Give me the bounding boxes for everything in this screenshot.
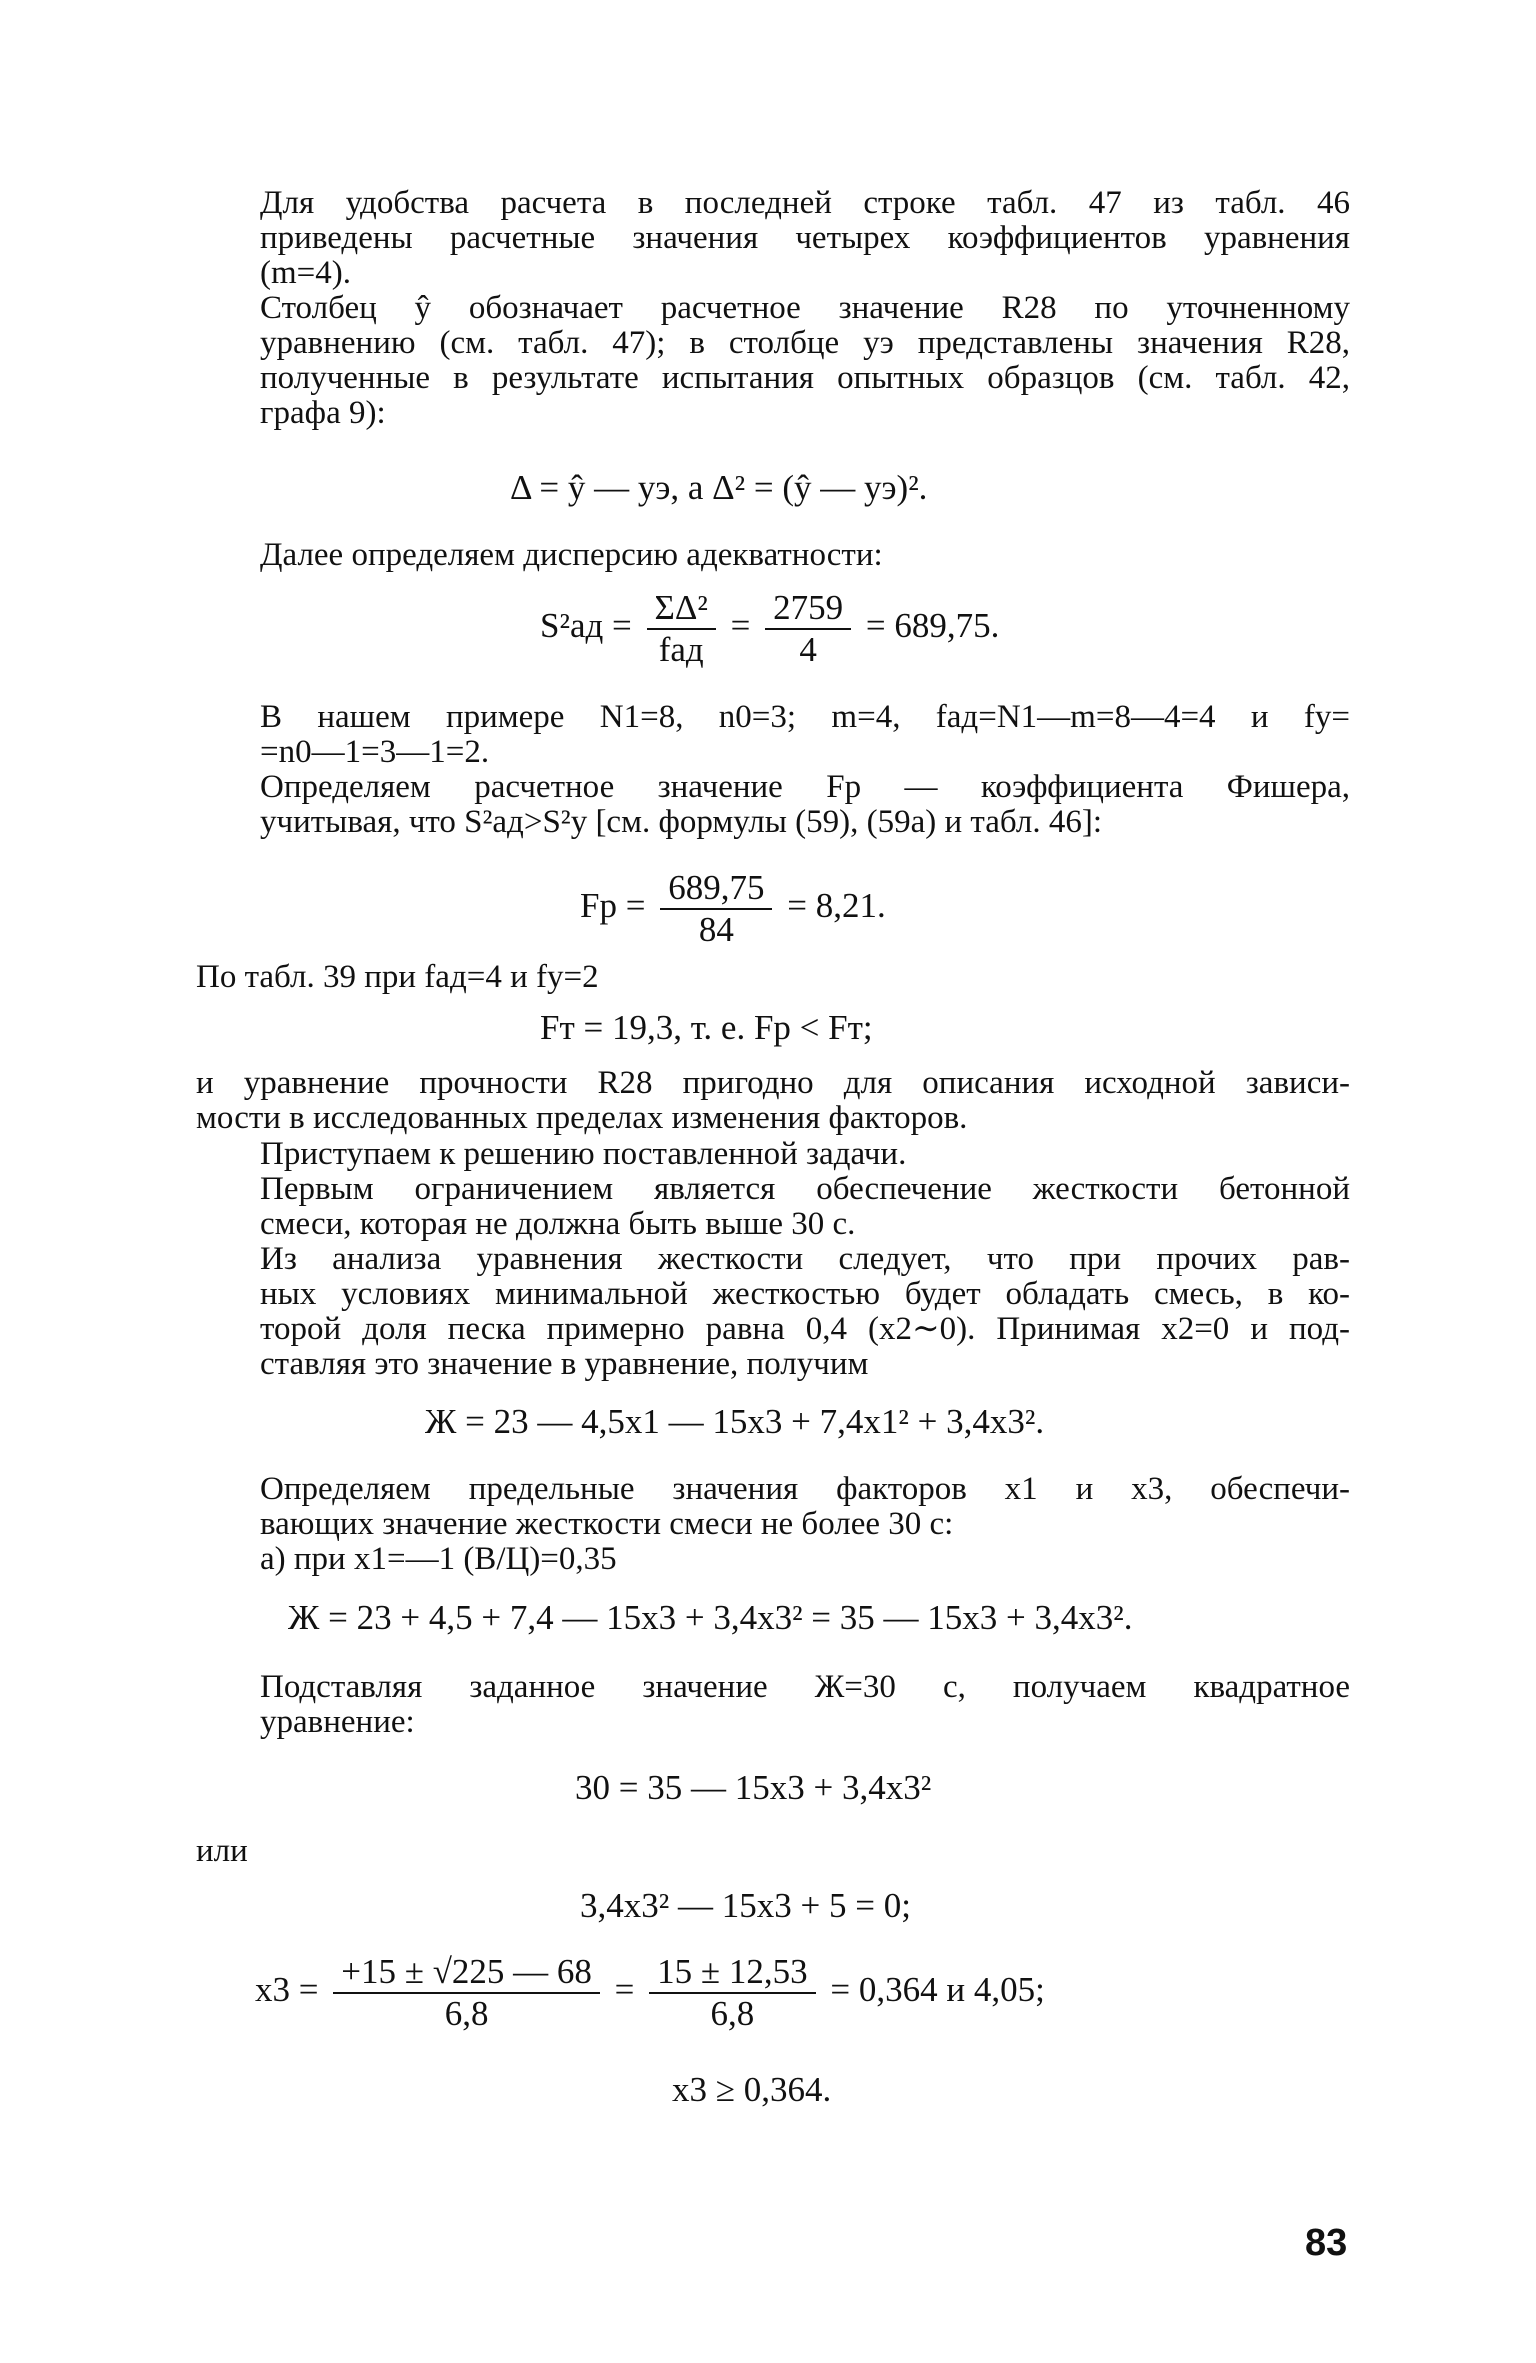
text-line: учитывая, что S²ад>S²y [см. формулы (59), (59а) и табл. 46]:	[260, 804, 1102, 840]
text-line: Определяем расчетное значение Fр — коэффициента Фишера,	[260, 769, 1350, 805]
paragraph-example	[196, 700, 1350, 770]
fraction-numerator: ΣΔ²	[647, 588, 716, 630]
fraction-numerator: 2759	[765, 588, 851, 630]
formula-stiffness: Ж = 23 — 4,5x1 — 15x3 + 7,4x1² + 3,4x3².	[425, 1402, 1045, 1441]
text-line: и уравнение прочности R28 пригодно для описания исходной зависи-	[196, 1065, 1350, 1101]
paragraph-variance	[196, 538, 1350, 573]
formula-stiffness-substituted: Ж = 23 + 4,5 + 7,4 — 15x3 + 3,4x3² = 35 — 15x3 + 3,4x3².	[288, 1598, 1133, 1637]
paragraph-analysis	[196, 1242, 1350, 1382]
text-line: Столбец ŷ обозначает расчетное значение R28 по уточненному	[260, 290, 1350, 326]
paragraph-quadratic	[196, 1670, 1350, 1740]
text-line: а) при x1=—1 (В/Ц)=0,35	[260, 1541, 617, 1577]
formula-variance	[540, 588, 999, 670]
text-line: Подставляя заданное значение Ж=30 с, получаем квадратное	[260, 1669, 1350, 1705]
paragraph-table39	[196, 960, 1350, 995]
formula-term: S²ад =	[540, 606, 632, 646]
formula-roots	[255, 1952, 1045, 2034]
text-line: уравнение:	[260, 1704, 415, 1740]
text-line: Для удобства расчета в последней строке табл. 47 из табл. 46	[260, 185, 1350, 221]
paragraph-task	[196, 1137, 1350, 1172]
text-line: смеси, которая не должна быть выше 30 с.	[260, 1206, 856, 1242]
formula-term: = 8,21.	[787, 886, 886, 926]
formula-ft: Fт = 19,3, т. е. Fр < Fт;	[540, 1008, 873, 1047]
fraction-denominator: 4	[799, 630, 817, 669]
text-line: торой доля песка примерно равна 0,4 (x2∼0). Принимая x2=0 и под-	[260, 1311, 1350, 1347]
text-line: Из анализа уравнения жесткости следует, что при прочих рав-	[260, 1241, 1350, 1277]
formula-root-final: x3 ≥ 0,364.	[672, 2070, 832, 2109]
fraction	[765, 588, 851, 670]
formula-term: = 0,364 и 4,05;	[830, 1970, 1045, 2010]
paragraph-strength-equation	[196, 1066, 1350, 1136]
text-line: или	[196, 1833, 248, 1869]
fraction-numerator: 15 ± 12,53	[649, 1952, 815, 1994]
paragraph-limits	[196, 1472, 1350, 1542]
text-line: (m=4).	[260, 255, 352, 291]
text-line: Приступаем к решению поставленной задачи.	[260, 1136, 907, 1172]
formula-fisher	[580, 868, 886, 950]
fraction-numerator: +15 ± √225 — 68	[333, 1952, 600, 1994]
formula-quadratic-2: 3,4x3² — 15x3 + 5 = 0;	[580, 1886, 911, 1925]
fraction-denominator: 6,8	[710, 1994, 755, 2033]
formula-term: Fр =	[580, 886, 646, 926]
text-line: ных условиях минимальной жесткостью будет обладать смесь, в ко-	[260, 1276, 1350, 1312]
text-line: Первым ограничением является обеспечение жесткости бетонной	[260, 1171, 1350, 1207]
fraction-denominator: 84	[698, 910, 734, 949]
text-line: вающих значение жесткости смеси не более 30 с:	[260, 1506, 954, 1542]
paragraph-fisher	[196, 770, 1350, 840]
text-line: графа 9):	[260, 395, 386, 431]
text-line: =n0—1=3—1=2.	[260, 734, 490, 770]
paragraph-column-description	[196, 291, 1350, 431]
fraction	[660, 868, 772, 950]
formula-term: x3 =	[255, 1970, 319, 2010]
fraction-denominator: fад	[658, 630, 704, 669]
paragraph-intro	[196, 186, 1350, 291]
text-line: Определяем предельные значения факторов x1 и x3, обеспечи-	[260, 1471, 1350, 1507]
paragraph-case-a	[196, 1542, 1350, 1577]
formula-term: = 689,75.	[865, 606, 1000, 646]
paragraph-constraint	[196, 1172, 1350, 1242]
formula-delta: Δ = ŷ — yэ, а Δ² = (ŷ — yэ)².	[510, 468, 928, 507]
text-line: уравнению (см. табл. 47); в столбце yэ представлены значения R28,	[260, 325, 1350, 361]
paragraph-or	[196, 1834, 1350, 1869]
text-line: По табл. 39 при fад=4 и fy=2	[196, 959, 599, 995]
fraction-numerator: 689,75	[660, 868, 772, 910]
text-line: В нашем примере N1=8, n0=3; m=4, fад=N1—m=8—4=4 и fy=	[260, 699, 1350, 735]
text-line: мости в исследованных пределах изменения факторов.	[196, 1100, 968, 1136]
fraction	[333, 1952, 600, 2034]
formula-term: =	[614, 1970, 635, 2010]
fraction	[649, 1952, 815, 2034]
fraction-denominator: 6,8	[444, 1994, 489, 2033]
fraction	[647, 588, 716, 670]
page-number: 83	[1305, 2222, 1348, 2264]
text-line: полученные в результате испытания опытных образцов (см. табл. 42,	[260, 360, 1350, 396]
text-line: Далее определяем дисперсию адекватности:	[260, 537, 883, 573]
text-line: приведены расчетные значения четырех коэффициентов уравнения	[260, 220, 1350, 256]
formula-term: =	[730, 606, 751, 646]
formula-quadratic-1: 30 = 35 — 15x3 + 3,4x3²	[575, 1768, 932, 1807]
text-line: ставляя это значение в уравнение, получим	[260, 1346, 869, 1382]
